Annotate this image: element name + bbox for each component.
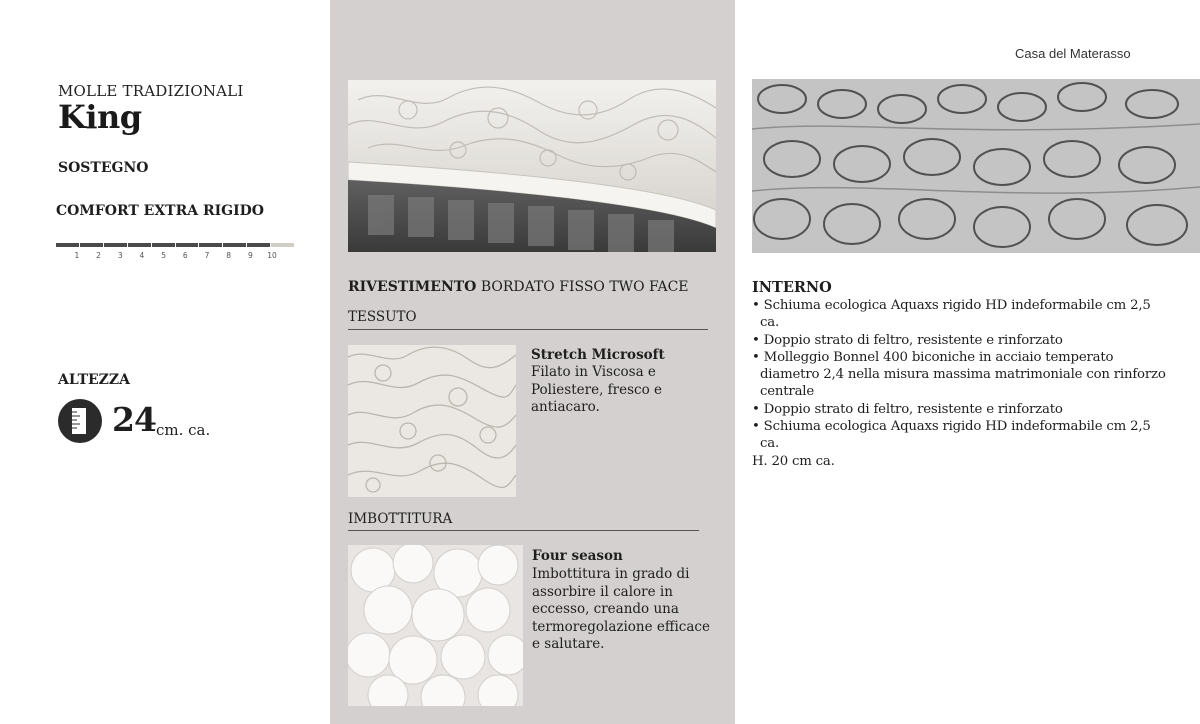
fabric-description: Filato in Viscosa e Poliestere, fresco e antiacaro. [531, 364, 662, 415]
scale-number: 6 [182, 251, 188, 260]
scale-segment [176, 243, 199, 247]
support-label: SOSTEGNO [58, 160, 149, 176]
interior-spec-item: • Molleggio Bonnel 400 biconiche in acciaio temperato diametro 2,4 nella misura massima matrimoniale con rinforzo centrale [752, 349, 1172, 401]
scale-segment [56, 243, 79, 247]
scale-number: 4 [139, 251, 145, 260]
firmness-scale-numbers [66, 251, 283, 260]
padding-divider [348, 530, 699, 531]
interior-spec-item: • Doppio strato di feltro, resistente e rinforzato [752, 332, 1172, 349]
fabric-photo [348, 345, 516, 497]
padding-description: Imbottitura in grado di assorbire il calore in eccesso, creando una termoregolazione efficace e salutare. [532, 566, 710, 652]
firmness-scale [56, 241, 296, 265]
interior-spec-item: • Doppio strato di feltro, resistente e rinforzato [752, 401, 1172, 418]
cover-spec-label: RIVESTIMENTO [348, 279, 477, 295]
scale-number: 2 [96, 251, 101, 260]
fabric-divider [348, 329, 708, 330]
scale-segment [128, 243, 151, 247]
fabric-title: Stretch Microsoft [531, 347, 665, 363]
scale-segment [247, 243, 270, 247]
scale-number: 8 [226, 251, 232, 260]
scale-number: 10 [267, 251, 277, 260]
wool-photo [348, 545, 523, 706]
fabric-section-label: TESSUTO [348, 309, 417, 325]
interior-spec-item: • Schiuma ecologica Aquaxs rigido HD indeformabile cm 2,5 ca. [752, 297, 1172, 332]
brand-name: Casa del Materasso [1015, 46, 1131, 61]
mattress-height-icon [58, 399, 102, 443]
scale-segment [223, 243, 246, 247]
height-label: ALTEZZA [58, 372, 130, 388]
interior-title: INTERNO [752, 279, 832, 296]
product-model: King [58, 98, 142, 136]
cover-spec-value: BORDATO FISSO TWO FACE [480, 279, 689, 295]
scale-number: 1 [74, 251, 80, 260]
scale-segment [152, 243, 175, 247]
scale-number: 3 [117, 251, 123, 260]
scale-segment [80, 243, 103, 247]
height-unit: cm. ca. [156, 421, 211, 439]
interior-height-note: H. 20 cm ca. [752, 453, 835, 469]
height-value: 24 [112, 400, 156, 439]
scale-segment [199, 243, 222, 247]
product-category: MOLLE TRADIZIONALI [58, 82, 244, 100]
comfort-level: COMFORT EXTRA RIGIDO [56, 203, 264, 219]
firmness-scale-bar [56, 243, 294, 247]
scale-segment [271, 243, 294, 247]
mattress-photo [348, 80, 716, 252]
padding-title: Four season [532, 548, 623, 564]
scale-number: 7 [204, 251, 210, 260]
padding-section-label: IMBOTTITURA [348, 511, 453, 527]
interior-spec-list [752, 297, 1172, 470]
scale-number: 5 [161, 251, 166, 260]
scale-number: 9 [247, 251, 253, 260]
springs-photo [752, 79, 1200, 253]
scale-segment [104, 243, 127, 247]
cover-spec [348, 279, 689, 295]
interior-spec-item: • Schiuma ecologica Aquaxs rigido HD indeformabile cm 2,5 ca. [752, 418, 1172, 453]
